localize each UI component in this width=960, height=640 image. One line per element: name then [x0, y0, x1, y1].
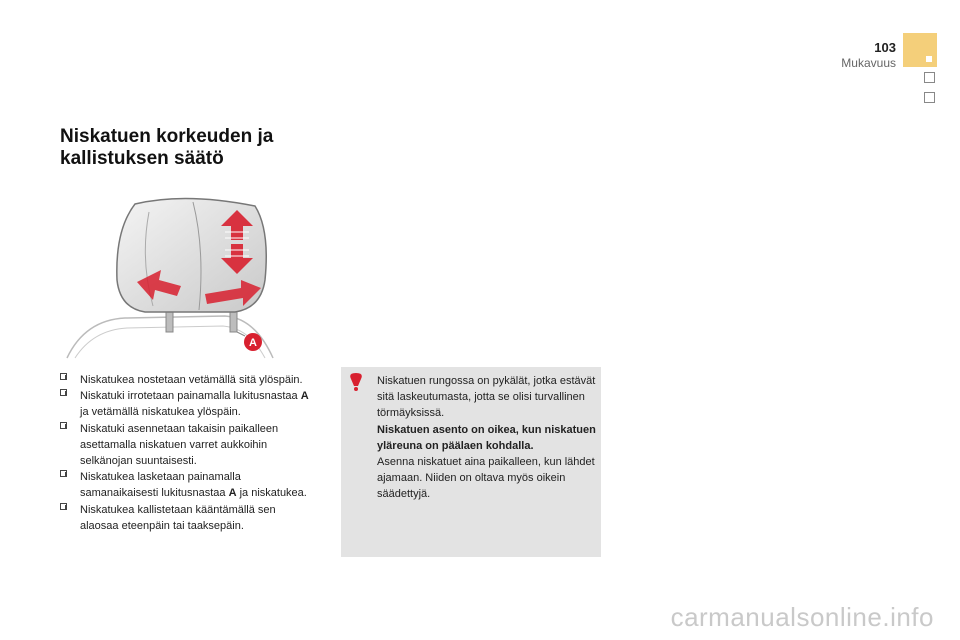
- warning-paragraph: Niskatuen rungossa on pykälät, jotka estävät sitä laskeutumasta, jotta se olisi turvallinen törmäyksissä.: [377, 375, 596, 420]
- bullet-icon: [60, 470, 67, 477]
- section-name: Mukavuus: [841, 56, 896, 70]
- headrest-illustration: [65, 190, 275, 362]
- list-item-text: ja niskatukea.: [236, 487, 307, 500]
- page-title: Niskatuen korkeuden ja kallistuksen säätö: [60, 126, 274, 169]
- list-item: [60, 502, 310, 534]
- page-number: 103: [874, 40, 896, 55]
- warning-emphasis: Niskatuen asento on oikea, kun niskatuen yläreuna on päälaen kohdalla.: [377, 423, 596, 452]
- bullet-icon: [60, 373, 67, 380]
- list-item-bold: A: [228, 487, 237, 500]
- watermark: carmanualsonline.info: [670, 602, 934, 632]
- chapter-tab[interactable]: [924, 92, 935, 103]
- list-item: [60, 421, 310, 470]
- list-item-text: Niskatuki asennetaan takaisin paikalleen asettamalla niskatuen varret aukkoihin selkänojan suuntaisesti.: [80, 422, 279, 468]
- warning-icon: [348, 373, 364, 391]
- chapter-tab[interactable]: [924, 72, 935, 83]
- list-item: [60, 469, 310, 501]
- bullet-icon: [60, 389, 67, 396]
- list-item-text: Niskatukea kallistetaan kääntämällä sen alaosaa eteenpäin tai taaksepäin.: [80, 503, 276, 532]
- instruction-list: [60, 372, 310, 534]
- list-item-text: Niskatukea lasketaan painamalla samanaikaisesti lukitusnastaa: [80, 471, 241, 500]
- warning-text: [377, 373, 597, 503]
- bullet-icon: [60, 503, 67, 510]
- list-item-text: Niskatukea nostetaan vetämällä sitä ylöspäin.: [80, 374, 303, 386]
- warning-box: [341, 367, 601, 557]
- list-item-text: Niskatuki irrotetaan painamalla lukitusnastaa: [80, 390, 301, 403]
- pin-label: A: [249, 337, 257, 349]
- list-item-text: ja vetämällä niskatukea ylöspäin.: [80, 406, 241, 419]
- warning-paragraph: Asenna niskatuet aina paikalleen, kun lähdet ajamaan. Niiden on oltava myös oikein säädettyjä.: [377, 456, 595, 501]
- list-item-bold: A: [300, 390, 309, 403]
- bullet-icon: [60, 422, 67, 429]
- list-item: [60, 372, 310, 388]
- tab-marker-icon: [926, 56, 932, 62]
- chapter-tab-active[interactable]: [903, 33, 937, 67]
- list-item: [60, 388, 310, 420]
